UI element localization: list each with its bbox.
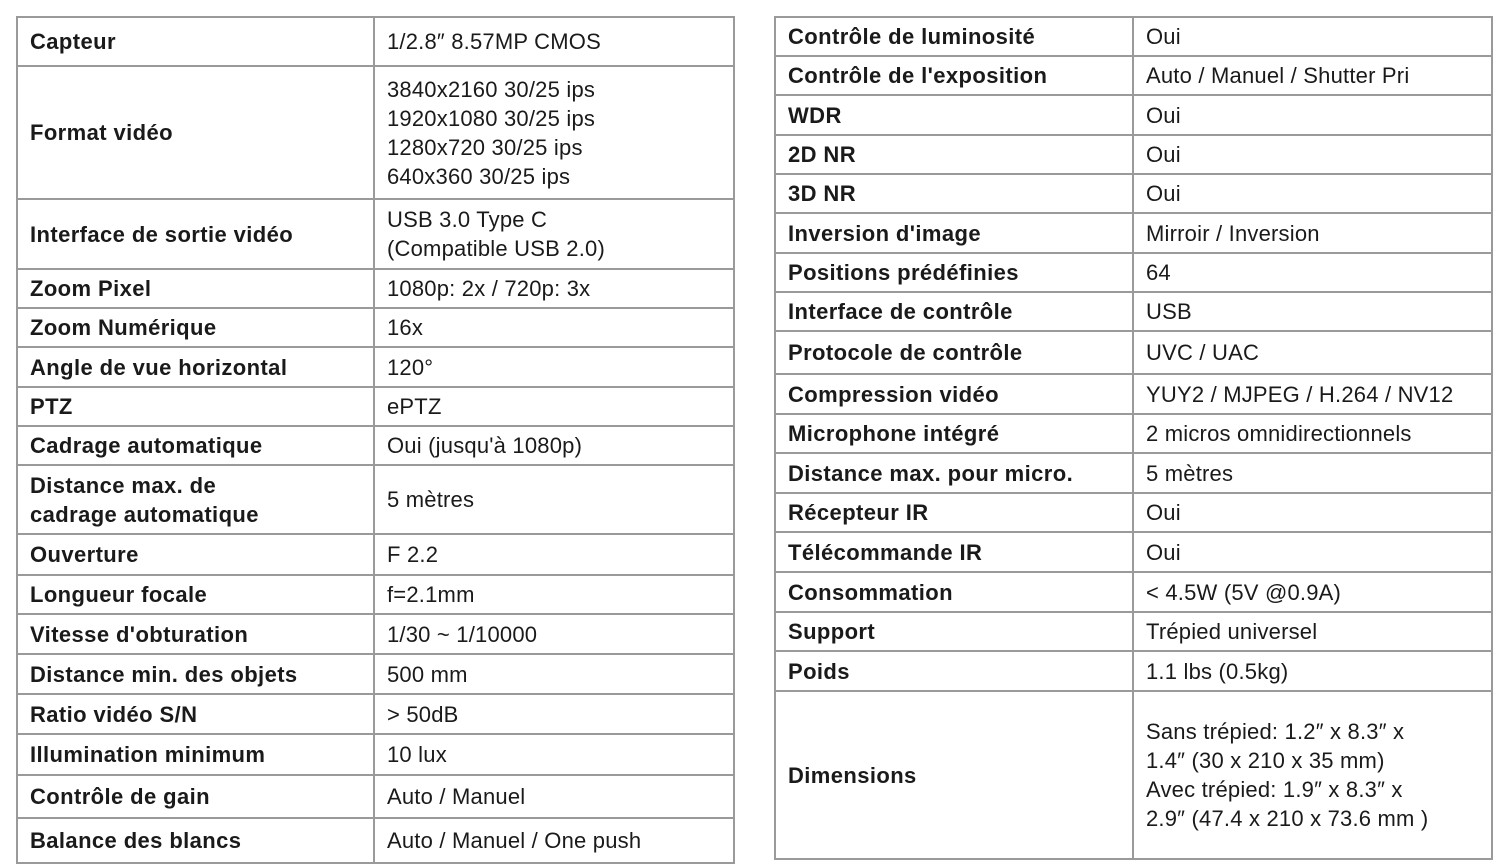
spec-value: Trépied universel: [1133, 612, 1492, 651]
spec-value: 2 micros omnidirectionnels: [1133, 414, 1492, 453]
table-row: [775, 374, 1492, 414]
spec-label: Contrôle de gain: [17, 775, 374, 818]
spec-label: Zoom Pixel: [17, 269, 374, 308]
spec-value: 1/2.8″ 8.57MP CMOS: [374, 17, 734, 66]
table-row: [775, 651, 1492, 691]
table-row: [775, 691, 1492, 859]
table-row: [775, 135, 1492, 174]
spec-label: Consommation: [775, 572, 1133, 612]
spec-value: Oui: [1133, 493, 1492, 532]
spec-value: 64: [1133, 253, 1492, 292]
spec-value: UVC / UAC: [1133, 331, 1492, 374]
spec-table-left: [16, 16, 735, 864]
table-row: [17, 66, 734, 199]
table-row: [17, 614, 734, 654]
spec-label: Ratio vidéo S/N: [17, 694, 374, 734]
spec-label: Protocole de contrôle: [775, 331, 1133, 374]
table-row: [775, 292, 1492, 331]
spec-label: Positions prédéfinies: [775, 253, 1133, 292]
spec-value: 5 mètres: [374, 465, 734, 534]
table-row: [17, 575, 734, 614]
spec-value: Oui: [1133, 17, 1492, 56]
spec-label: Distance min. des objets: [17, 654, 374, 694]
table-row: [775, 17, 1492, 56]
table-row: [775, 572, 1492, 612]
table-row: [775, 453, 1492, 493]
spec-value: 5 mètres: [1133, 453, 1492, 493]
table-row: [775, 532, 1492, 572]
table-row: [775, 612, 1492, 651]
table-row: [775, 253, 1492, 292]
spec-label: Microphone intégré: [775, 414, 1133, 453]
spec-label: Distance max. pour micro.: [775, 453, 1133, 493]
spec-label: Support: [775, 612, 1133, 651]
spec-label: Balance des blancs: [17, 818, 374, 863]
spec-value: Oui: [1133, 95, 1492, 135]
spec-label: Format vidéo: [17, 66, 374, 199]
spec-label: Compression vidéo: [775, 374, 1133, 414]
spec-label: Vitesse d'obturation: [17, 614, 374, 654]
spec-value: Auto / Manuel / Shutter Pri: [1133, 56, 1492, 95]
table-row: [17, 694, 734, 734]
spec-label: Inversion d'image: [775, 213, 1133, 253]
table-row: [775, 414, 1492, 453]
spec-value: Auto / Manuel / One push: [374, 818, 734, 863]
spec-value: > 50dB: [374, 694, 734, 734]
spec-value: 10 lux: [374, 734, 734, 775]
table-row: [17, 465, 734, 534]
spec-label: Télécommande IR: [775, 532, 1133, 572]
spec-label: Interface de contrôle: [775, 292, 1133, 331]
table-row: [775, 213, 1492, 253]
table-row: [775, 95, 1492, 135]
table-row: [17, 818, 734, 863]
table-row: [17, 734, 734, 775]
spec-value: ePTZ: [374, 387, 734, 426]
table-row: [775, 331, 1492, 374]
table-row: [17, 269, 734, 308]
spec-label: Zoom Numérique: [17, 308, 374, 347]
spec-value: 3840x2160 30/25 ips 1920x1080 30/25 ips 1280x720 30/25 ips 640x360 30/25 ips: [374, 66, 734, 199]
spec-value: USB: [1133, 292, 1492, 331]
table-row: [775, 56, 1492, 95]
spec-label: Contrôle de l'exposition: [775, 56, 1133, 95]
table-row: [17, 308, 734, 347]
spec-value: < 4.5W (5V @0.9A): [1133, 572, 1492, 612]
spec-table-right: [774, 16, 1493, 860]
spec-value: f=2.1mm: [374, 575, 734, 614]
spec-label: Longueur focale: [17, 575, 374, 614]
spec-label: WDR: [775, 95, 1133, 135]
table-row: [775, 174, 1492, 213]
spec-value: Oui: [1133, 174, 1492, 213]
spec-value: 500 mm: [374, 654, 734, 694]
spec-value: 120°: [374, 347, 734, 387]
spec-value: YUY2 / MJPEG / H.264 / NV12: [1133, 374, 1492, 414]
spec-value: 1/30 ~ 1/10000: [374, 614, 734, 654]
table-row: [17, 654, 734, 694]
spec-value: Auto / Manuel: [374, 775, 734, 818]
spec-value: 1.1 lbs (0.5kg): [1133, 651, 1492, 691]
spec-label: Distance max. de cadrage automatique: [17, 465, 374, 534]
spec-value: USB 3.0 Type C (Compatible USB 2.0): [374, 199, 734, 269]
table-row: [775, 493, 1492, 532]
spec-label: 3D NR: [775, 174, 1133, 213]
spec-value: 16x: [374, 308, 734, 347]
spec-value: Mirroir / Inversion: [1133, 213, 1492, 253]
spec-label: Interface de sortie vidéo: [17, 199, 374, 269]
table-row: [17, 426, 734, 465]
spec-label: 2D NR: [775, 135, 1133, 174]
spec-label: Contrôle de luminosité: [775, 17, 1133, 56]
spec-label: Poids: [775, 651, 1133, 691]
table-row: [17, 387, 734, 426]
table-row: [17, 347, 734, 387]
table-row: [17, 534, 734, 575]
spec-label: Récepteur IR: [775, 493, 1133, 532]
table-row: [17, 775, 734, 818]
spec-value: Oui: [1133, 532, 1492, 572]
spec-value: Sans trépied: 1.2″ x 8.3″ x 1.4″ (30 x 210 x 35 mm) Avec trépied: 1.9″ x 8.3″ x 2.9″ (47.4 x 210 x 73.6 mm ): [1133, 691, 1492, 859]
spec-label: Dimensions: [775, 691, 1133, 859]
spec-label: Ouverture: [17, 534, 374, 575]
spec-label: Cadrage automatique: [17, 426, 374, 465]
table-row: [17, 17, 734, 66]
spec-value: 1080p: 2x / 720p: 3x: [374, 269, 734, 308]
spec-label: Angle de vue horizontal: [17, 347, 374, 387]
spec-value: Oui (jusqu'à 1080p): [374, 426, 734, 465]
spec-label: Illumination minimum: [17, 734, 374, 775]
spec-value: Oui: [1133, 135, 1492, 174]
spec-value: F 2.2: [374, 534, 734, 575]
spec-label: PTZ: [17, 387, 374, 426]
table-row: [17, 199, 734, 269]
spec-label: Capteur: [17, 17, 374, 66]
